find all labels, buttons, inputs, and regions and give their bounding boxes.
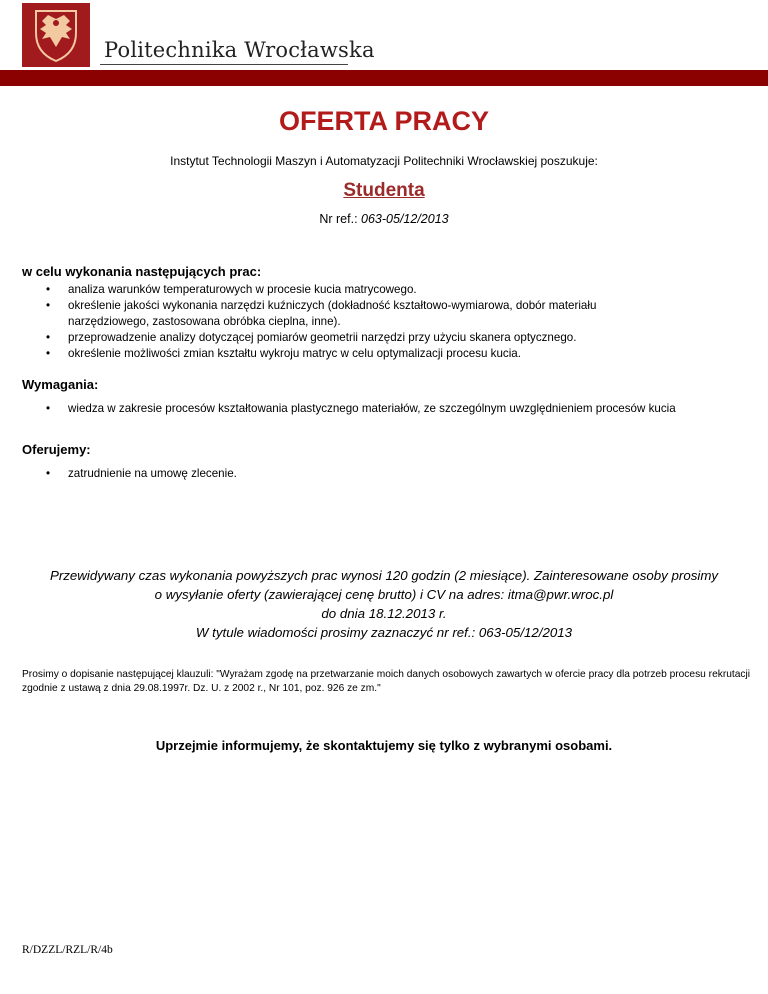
details-line: o wysyłanie oferty (zawierającej cenę brutto) i CV na adres: itma@pwr.wroc.pl xyxy=(154,587,614,602)
offer-heading: Oferujemy: xyxy=(22,442,91,457)
intro-text: Instytut Technologii Maszyn i Automatyzacji Politechniki Wrocławskiej poszukuje: xyxy=(170,154,598,168)
details-line: W tytule wiadomości prosimy zaznaczyć nr ref.: 063-05/12/2013 xyxy=(195,625,573,640)
university-name: Politechnika Wrocławska xyxy=(104,38,375,62)
page-title: OFERTA PRACY xyxy=(278,106,489,136)
list-item: • określenie jakości wykonania narzędzi kuźniczych (dokładność kształtowo-wymiarowa, dobór materiału narzędziowego, zastosowana obróbka cieplna, inne). xyxy=(46,299,597,328)
reference-number xyxy=(0,212,768,226)
details-line: Przewidywany czas wykonania powyższych prac wynosi 120 godzin (2 miesiące). Zainteresowane osoby prosimy xyxy=(49,568,719,583)
bullet-icon: • xyxy=(46,467,51,480)
bullet-icon: • xyxy=(46,299,51,312)
consent-clause: Prosimy o dopisanie następującej klauzuli: "Wyrażam zgodę na przetwarzanie moich danych osobowych zawartych w ofercie pracy dla potrzeb procesu rekrutacji zgodnie z ustawą z dnia 29.08.1997r. Dz. U. z 2002 r., Nr 101, poz. 926 ze zm." xyxy=(22,669,750,694)
ref-label: Nr ref.: xyxy=(319,212,362,226)
bullet-icon: • xyxy=(46,402,51,415)
application-details xyxy=(0,566,768,642)
tasks-heading: w celu wykonania następujących prac: xyxy=(22,264,262,279)
list-item: • wiedza w zakresie procesów kształtowania plastycznego materiałów, ze szczególnym uwzględnieniem procesów kucia xyxy=(46,402,676,415)
details-line: do dnia 18.12.2013 r. xyxy=(321,606,447,621)
position-label: Studenta xyxy=(343,180,425,201)
requirements-heading: Wymagania: xyxy=(22,377,99,392)
bullet-icon: • xyxy=(46,347,51,360)
ref-value: 063-05/12/2013 xyxy=(361,212,449,226)
offer-list xyxy=(22,466,237,482)
header-band xyxy=(0,70,768,86)
list-item: • analiza warunków temperaturowych w procesie kucia matrycowego. xyxy=(46,283,417,296)
requirements-list xyxy=(22,401,676,417)
header-underline xyxy=(100,64,348,65)
eagle-crest-icon xyxy=(22,3,90,67)
position-title xyxy=(0,180,768,202)
footer-code: R/DZZL/RZL/R/4b xyxy=(22,944,113,956)
bullet-icon: • xyxy=(46,331,51,344)
final-note: Uprzejmie informujemy, że skontaktujemy się tylko z wybranymi osobami. xyxy=(155,738,613,753)
list-item: • zatrudnienie na umowę zlecenie. xyxy=(46,467,237,480)
list-item: • przeprowadzenie analizy dotyczącej pomiarów geometrii narzędzi przy użyciu skanera optycznego. xyxy=(46,331,577,344)
tasks-list xyxy=(22,282,668,362)
list-item: • określenie możliwości zmian kształtu wykroju matryc w celu optymalizacji procesu kucia. xyxy=(46,347,521,360)
bullet-icon: • xyxy=(46,283,51,296)
